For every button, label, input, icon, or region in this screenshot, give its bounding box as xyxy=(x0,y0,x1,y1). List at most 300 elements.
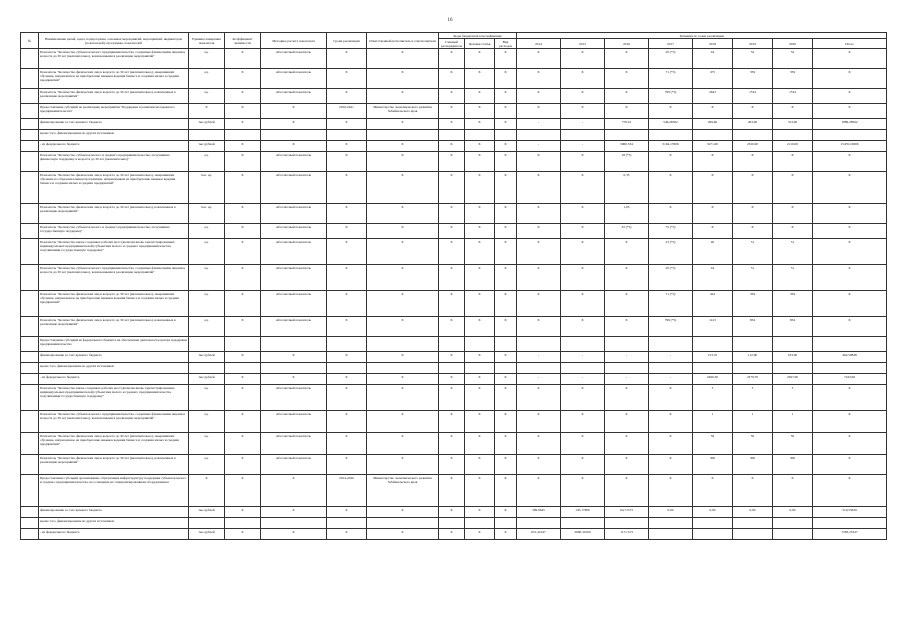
cell-v2018: 59 xyxy=(693,433,733,455)
cell-term xyxy=(327,363,367,374)
cell-method: Абсолютный показатель xyxy=(261,455,327,475)
table-row xyxy=(21,69,887,89)
row-number-cell xyxy=(21,507,39,518)
cell-coef: Х xyxy=(225,529,261,540)
cell-v2019 xyxy=(733,529,773,540)
cell-v2016: 1171,513 xyxy=(605,529,649,540)
cell-unit: Х xyxy=(189,104,225,119)
cell-v2020: 163,00 xyxy=(773,352,813,363)
cell-v2016: 64,71573 xyxy=(605,507,649,518)
header-year-values: Значения по годам реализации xyxy=(517,33,887,39)
cell-v2019: 300 xyxy=(733,455,773,475)
cell-type: Х xyxy=(495,141,517,152)
cell-total: Х xyxy=(813,104,887,119)
cell-term: Х xyxy=(327,507,367,518)
cell-coef: Х xyxy=(225,374,261,385)
cell-term: Х xyxy=(327,433,367,455)
cell-v2018: Х xyxy=(693,152,733,172)
header-year-2019: 2019 xyxy=(733,39,773,49)
cell-grbs: Х xyxy=(439,265,465,291)
cell-method: Х xyxy=(261,507,327,518)
cell-v2017: Х xyxy=(649,152,693,172)
cell-v2018 xyxy=(693,518,733,529)
cell-v2020: 2367,00 xyxy=(773,374,813,385)
cell-v2020: 1534 xyxy=(773,89,813,104)
cell-type xyxy=(495,337,517,352)
row-number-cell xyxy=(21,352,39,363)
cell-v2014 xyxy=(517,130,561,141)
cell-method: Х xyxy=(261,141,327,152)
cell-target: Х xyxy=(465,352,495,363)
cell-target: Х xyxy=(465,119,495,130)
cell-v2015: Х xyxy=(561,265,605,291)
cell-v2014: Х xyxy=(517,104,561,119)
cell-term: Х xyxy=(327,352,367,363)
cell-term: Х xyxy=(327,317,367,337)
cell-target: Х xyxy=(465,224,495,239)
cell-total: Х xyxy=(813,172,887,204)
cell-v2019: Х xyxy=(733,475,773,507)
cell-grbs xyxy=(439,518,465,529)
cell-method: Х xyxy=(261,374,327,385)
cell-method: Абсолютный показатель xyxy=(261,239,327,265)
cell-v2018: 44 xyxy=(693,265,733,291)
cell-term: 2016-2021 xyxy=(327,104,367,119)
row-number-cell xyxy=(21,49,39,69)
cell-v2014: Х xyxy=(517,49,561,69)
cell-type: Х xyxy=(495,433,517,455)
cell-v2017 xyxy=(649,518,693,529)
cell-method: Х xyxy=(261,529,327,540)
cell-exec xyxy=(367,130,439,141)
cell-name: кроме того, финансирование из других источников: xyxy=(39,130,189,141)
cell-v2015: Х xyxy=(561,317,605,337)
table-body xyxy=(21,49,887,540)
cell-v2019: 2320,00 xyxy=(733,141,773,152)
cell-grbs: Х xyxy=(439,119,465,130)
cell-v2016: - xyxy=(605,374,649,385)
cell-total: Х xyxy=(813,69,887,89)
cell-method: Абсолютный показатель xyxy=(261,89,327,104)
cell-v2016: Х xyxy=(605,239,649,265)
cell-name: Показатель "Количество вновь созданных рабочих мест (включая вновь зарегистрированных индивидуальных предпринимателей) субъектами малого и среднего предпринимательства, получившими государственную поддержку" xyxy=(39,385,189,411)
cell-v2015: Х xyxy=(561,475,605,507)
cell-v2016: 1,65 xyxy=(605,204,649,224)
cell-v2017: 71 (*5) xyxy=(649,69,693,89)
cell-v2020 xyxy=(773,130,813,141)
table-row xyxy=(21,204,887,224)
cell-v2018: Х xyxy=(693,475,733,507)
cell-total: Х xyxy=(813,239,887,265)
cell-coef: Х xyxy=(225,507,261,518)
table-row xyxy=(21,518,887,529)
cell-v2017: - xyxy=(649,374,693,385)
cell-exec: Х xyxy=(367,291,439,317)
cell-v2017: Х xyxy=(649,204,693,224)
cell-unit: ед. xyxy=(189,411,225,433)
cell-v2015: - xyxy=(561,352,605,363)
cell-total: 519,55629 xyxy=(813,507,887,518)
cell-total xyxy=(813,518,887,529)
row-number-cell xyxy=(21,69,39,89)
cell-target: Х xyxy=(465,104,495,119)
cell-v2014: Х xyxy=(517,224,561,239)
cell-exec xyxy=(367,337,439,352)
cell-method: Х xyxy=(261,119,327,130)
table-row xyxy=(21,352,887,363)
cell-v2020: 31 xyxy=(773,265,813,291)
cell-v2020: 1 xyxy=(773,411,813,433)
row-number-cell xyxy=(21,141,39,152)
cell-total: Х xyxy=(813,224,887,239)
cell-v2015: - xyxy=(561,119,605,130)
table-row xyxy=(21,385,887,411)
cell-target: Х xyxy=(465,291,495,317)
cell-coef: Х xyxy=(225,291,261,317)
cell-grbs: Х xyxy=(439,152,465,172)
cell-unit: ед. xyxy=(189,239,225,265)
cell-coef: Х xyxy=(225,89,261,104)
cell-coef: Х xyxy=(225,49,261,69)
row-number-cell xyxy=(21,317,39,337)
cell-v2020: 3 xyxy=(773,385,813,411)
cell-grbs: Х xyxy=(439,104,465,119)
cell-term: Х xyxy=(327,374,367,385)
cell-grbs: Х xyxy=(439,433,465,455)
cell-v2018 xyxy=(693,529,733,540)
cell-grbs: Х xyxy=(439,224,465,239)
cell-coef: Х xyxy=(225,385,261,411)
cell-v2017: Х xyxy=(649,475,693,507)
row-number-cell xyxy=(21,104,39,119)
cell-unit: ед. xyxy=(189,385,225,411)
cell-exec: Министерство экономического развития Забайкальского края xyxy=(367,104,439,119)
cell-grbs: Х xyxy=(439,172,465,204)
cell-v2016: Х xyxy=(605,433,649,455)
cell-unit xyxy=(189,130,225,141)
cell-v2014: Х xyxy=(517,239,561,265)
cell-target: Х xyxy=(465,89,495,104)
table-row xyxy=(21,411,887,433)
cell-unit: ед. xyxy=(189,69,225,89)
cell-type: Х xyxy=(495,204,517,224)
cell-target: Х xyxy=(465,265,495,291)
cell-v2017: Х xyxy=(649,455,693,475)
cell-name: кроме того, финансирование из других источников: xyxy=(39,518,189,529)
cell-target: Х xyxy=(465,374,495,385)
cell-coef: Х xyxy=(225,224,261,239)
cell-v2018: 3 xyxy=(693,385,733,411)
cell-v2019: 32 xyxy=(733,49,773,69)
cell-v2018: 2496,30 xyxy=(693,374,733,385)
cell-target: Х xyxy=(465,141,495,152)
cell-v2015 xyxy=(561,337,605,352)
cell-v2016 xyxy=(605,337,649,352)
cell-v2020: Х xyxy=(773,224,813,239)
cell-v2017 xyxy=(649,130,693,141)
cell-unit: ед. xyxy=(189,224,225,239)
row-number-cell xyxy=(21,204,39,224)
cell-v2015: Х xyxy=(561,411,605,433)
cell-term: 2014-2020 xyxy=(327,475,367,507)
cell-type: Х xyxy=(495,455,517,475)
cell-coef: Х xyxy=(225,411,261,433)
cell-name: Предоставление субсидий организациям, образующим инфраструктуру поддержки субъектов малого и среднего предпринимательства, на оснащение их специализированным оборудованием xyxy=(39,475,189,507)
cell-grbs: Х xyxy=(439,69,465,89)
cell-total: Х xyxy=(813,475,887,507)
cell-exec: Х xyxy=(367,265,439,291)
cell-unit: тыс.рублей xyxy=(189,374,225,385)
cell-v2014 xyxy=(517,337,561,352)
cell-exec: Х xyxy=(367,352,439,363)
cell-name: Показатель "Количество субъектов малого предпринимательства, созданных физическими лицами в возрасте до 30 лет (включительно), вовлеченными в реализацию мероприятий" xyxy=(39,265,189,291)
cell-type: Х xyxy=(495,529,517,540)
cell-v2014: Х xyxy=(517,265,561,291)
cell-v2018 xyxy=(693,337,733,352)
table-row xyxy=(21,152,887,172)
header-year-2016: 2016 xyxy=(605,39,649,49)
cell-v2020: 31 xyxy=(773,239,813,265)
cell-v2016: 770,01 xyxy=(605,119,649,130)
cell-v2014: - xyxy=(517,119,561,130)
cell-unit: тыс.рублей xyxy=(189,141,225,152)
cell-v2019 xyxy=(733,130,773,141)
table-row xyxy=(21,455,887,475)
cell-grbs: Х xyxy=(439,317,465,337)
cell-v2019: 50 xyxy=(733,433,773,455)
cell-type: Х xyxy=(495,104,517,119)
cell-term: Х xyxy=(327,204,367,224)
cell-method: Абсолютный показатель xyxy=(261,204,327,224)
cell-v2016: Х xyxy=(605,69,649,89)
cell-total: Х xyxy=(813,455,887,475)
cell-v2014: - xyxy=(517,352,561,363)
cell-v2018: 1 xyxy=(693,411,733,433)
table-row xyxy=(21,475,887,507)
cell-v2017: 546,26562 xyxy=(649,119,693,130)
cell-v2018: 300 xyxy=(693,455,733,475)
cell-total: 15435,10606 xyxy=(813,141,887,152)
cell-v2018: 2643 xyxy=(693,89,733,104)
cell-unit: ед. xyxy=(189,265,225,291)
cell-exec: Х xyxy=(367,455,439,475)
header-coefficient: Коэффициент значимости xyxy=(225,33,261,49)
cell-v2016: Х xyxy=(605,291,649,317)
cell-name: Предоставление субсидий из федерального бюджета на обеспечение деятельности центра поддержки предпринимательства xyxy=(39,337,189,352)
cell-exec: Х xyxy=(367,239,439,265)
cell-v2015 xyxy=(561,363,605,374)
cell-name: Показатель "Количество субъектов малого и среднего предпринимательства, получивших государственную поддержку" xyxy=(39,224,189,239)
header-expense-type: Вид расходов xyxy=(495,39,517,49)
cell-coef: Х xyxy=(225,352,261,363)
cell-name: - из федерального бюджета xyxy=(39,529,189,540)
cell-v2017: 5104,17606 xyxy=(649,141,693,152)
table-row xyxy=(21,239,887,265)
cell-v2019: Х xyxy=(733,152,773,172)
cell-target: Х xyxy=(465,172,495,204)
cell-v2018: Х xyxy=(693,104,733,119)
cell-v2020: 359 xyxy=(773,291,813,317)
cell-term: Х xyxy=(327,455,367,475)
cell-v2016: Х xyxy=(605,411,649,433)
cell-term: Х xyxy=(327,224,367,239)
table-row xyxy=(21,529,887,540)
cell-exec: Х xyxy=(367,204,439,224)
cell-total: 1889,28562 xyxy=(813,119,887,130)
cell-v2020 xyxy=(773,529,813,540)
cell-v2014: 309,6645 xyxy=(517,507,561,518)
cell-v2020: 32 xyxy=(773,49,813,69)
cell-unit: тыс.рублей xyxy=(189,507,225,518)
cell-v2014 xyxy=(517,518,561,529)
cell-v2018 xyxy=(693,363,733,374)
cell-v2020: 2110,00 xyxy=(773,141,813,152)
cell-v2017: Х xyxy=(649,385,693,411)
cell-term: Х xyxy=(327,69,367,89)
cell-v2019 xyxy=(733,363,773,374)
cell-method: Х xyxy=(261,352,327,363)
cell-v2017 xyxy=(649,363,693,374)
cell-method: Абсолютный показатель xyxy=(261,172,327,204)
cell-exec: Х xyxy=(367,119,439,130)
cell-name: Показатель "Количество физических лиц в возрасте до 30 лет (включительно), завершивших обучение, направленное на приобретение навыков ведения бизнеса и создания малых и средних предприятий" xyxy=(39,69,189,89)
row-number-cell xyxy=(21,130,39,141)
cell-v2015: Х xyxy=(561,49,605,69)
program-table xyxy=(20,32,887,540)
table-row xyxy=(21,374,887,385)
table-row xyxy=(21,291,887,317)
cell-v2015: - xyxy=(561,374,605,385)
page-number: 16 xyxy=(447,18,453,23)
header-name: Наименование целей, задач, подпрограмм, основных мероприятий, мероприятий, индикаторов (показателей), программы, показателей xyxy=(39,33,189,49)
cell-v2015: Х xyxy=(561,89,605,104)
cell-target: Х xyxy=(465,411,495,433)
cell-v2014: - xyxy=(517,141,561,152)
cell-v2019: 0,00 xyxy=(733,507,773,518)
cell-v2014: Х xyxy=(517,69,561,89)
cell-name: Предоставление субсидий на реализацию мероприятия "Поддержка в развитии молодежного предпринимательства" xyxy=(39,104,189,119)
cell-type: Х xyxy=(495,411,517,433)
cell-total xyxy=(813,337,887,352)
cell-v2018: 424 xyxy=(693,291,733,317)
cell-exec: Х xyxy=(367,224,439,239)
cell-v2016: Х xyxy=(605,317,649,337)
cell-v2014: Х xyxy=(517,291,561,317)
cell-v2017: 23 (*5) xyxy=(649,239,693,265)
cell-target: Х xyxy=(465,239,495,265)
cell-name: Показатель "Количество физических лиц в возрасте до 30 лет (включительно), завершивших обучение, направленное на приобретение навыков ведения бизнеса и создания малых и средних предприятий" xyxy=(39,433,189,455)
cell-target xyxy=(465,337,495,352)
cell-v2019: 359 xyxy=(733,69,773,89)
cell-total: 7283,23347 xyxy=(813,529,887,540)
cell-v2014: Х xyxy=(517,433,561,455)
cell-exec: Х xyxy=(367,507,439,518)
row-number-cell xyxy=(21,89,39,104)
cell-term: Х xyxy=(327,49,367,69)
cell-v2018: 0,00 xyxy=(693,507,733,518)
cell-v2016: - xyxy=(605,352,649,363)
cell-type xyxy=(495,363,517,374)
cell-total: Х xyxy=(813,49,887,69)
cell-term: Х xyxy=(327,141,367,152)
table-header xyxy=(21,33,887,49)
cell-v2017: Х xyxy=(649,433,693,455)
cell-unit: ед. xyxy=(189,49,225,69)
cell-total: 462,59848 xyxy=(813,352,887,363)
cell-grbs: Х xyxy=(439,352,465,363)
cell-coef: Х xyxy=(225,141,261,152)
cell-grbs xyxy=(439,363,465,374)
cell-exec: Х xyxy=(367,385,439,411)
cell-method: Абсолютный показатель xyxy=(261,291,327,317)
header-budget-codes: Коды бюджетной классификации xyxy=(439,33,517,39)
header-target-article: Целевая статья xyxy=(465,39,495,49)
cell-v2017: 0,00 xyxy=(649,507,693,518)
cell-term: Х xyxy=(327,265,367,291)
cell-v2020: 359 xyxy=(773,69,813,89)
cell-total: Х xyxy=(813,204,887,224)
cell-exec: Х xyxy=(367,172,439,204)
cell-type: Х xyxy=(495,49,517,69)
header-method: Методика расчета показателя xyxy=(261,33,327,49)
cell-v2019: 359 xyxy=(733,291,773,317)
cell-v2017 xyxy=(649,529,693,540)
cell-v2015 xyxy=(561,130,605,141)
cell-method: Абсолютный показатель xyxy=(261,411,327,433)
row-number-cell xyxy=(21,172,39,204)
cell-name: финансирование за счет краевого бюджета xyxy=(39,352,189,363)
cell-name: Показатель "Количество субъектов малого и среднего предпринимательства, получивших финансовую поддержку в возрасте до 30 лет (включительно)" xyxy=(39,152,189,172)
header-term: Сроки реализации xyxy=(327,33,367,49)
cell-method: Абсолютный показатель xyxy=(261,69,327,89)
cell-grbs xyxy=(439,337,465,352)
cell-term: Х xyxy=(327,119,367,130)
cell-coef xyxy=(225,518,261,529)
cell-unit: ед. xyxy=(189,152,225,172)
cell-v2015: Х xyxy=(561,69,605,89)
cell-v2019: 1 xyxy=(733,411,773,433)
cell-exec: Х xyxy=(367,411,439,433)
cell-v2017: 799 (*5) xyxy=(649,317,693,337)
header-number: № xyxy=(21,33,39,49)
row-number-cell xyxy=(21,475,39,507)
cell-method xyxy=(261,518,327,529)
cell-unit xyxy=(189,363,225,374)
cell-v2020: Х xyxy=(773,152,813,172)
cell-v2020: 300 xyxy=(773,455,813,475)
cell-total: Х xyxy=(813,265,887,291)
cell-v2014: Х xyxy=(517,317,561,337)
cell-v2015: 5660,31000 xyxy=(561,529,605,540)
cell-method: Абсолютный показатель xyxy=(261,224,327,239)
cell-unit: ед. xyxy=(189,455,225,475)
cell-coef: Х xyxy=(225,204,261,224)
cell-v2019: Х xyxy=(733,204,773,224)
cell-grbs: Х xyxy=(439,411,465,433)
cell-type: Х xyxy=(495,291,517,317)
cell-coef: Х xyxy=(225,455,261,475)
cell-unit: ед. xyxy=(189,89,225,104)
cell-method: Абсолютный показатель xyxy=(261,317,327,337)
cell-v2016: Х xyxy=(605,49,649,69)
cell-grbs: Х xyxy=(439,374,465,385)
cell-target: Х xyxy=(465,152,495,172)
cell-term: Х xyxy=(327,385,367,411)
cell-name: Показатель "Количество субъектов малого предпринимательства, созданных физическими лицами в возрасте до 30 лет (включительно), вовлеченными в реализацию мероприятий" xyxy=(39,49,189,69)
row-number-cell xyxy=(21,337,39,352)
cell-unit: тыс. ед. xyxy=(189,204,225,224)
cell-v2017: 20 (*5) xyxy=(649,265,693,291)
